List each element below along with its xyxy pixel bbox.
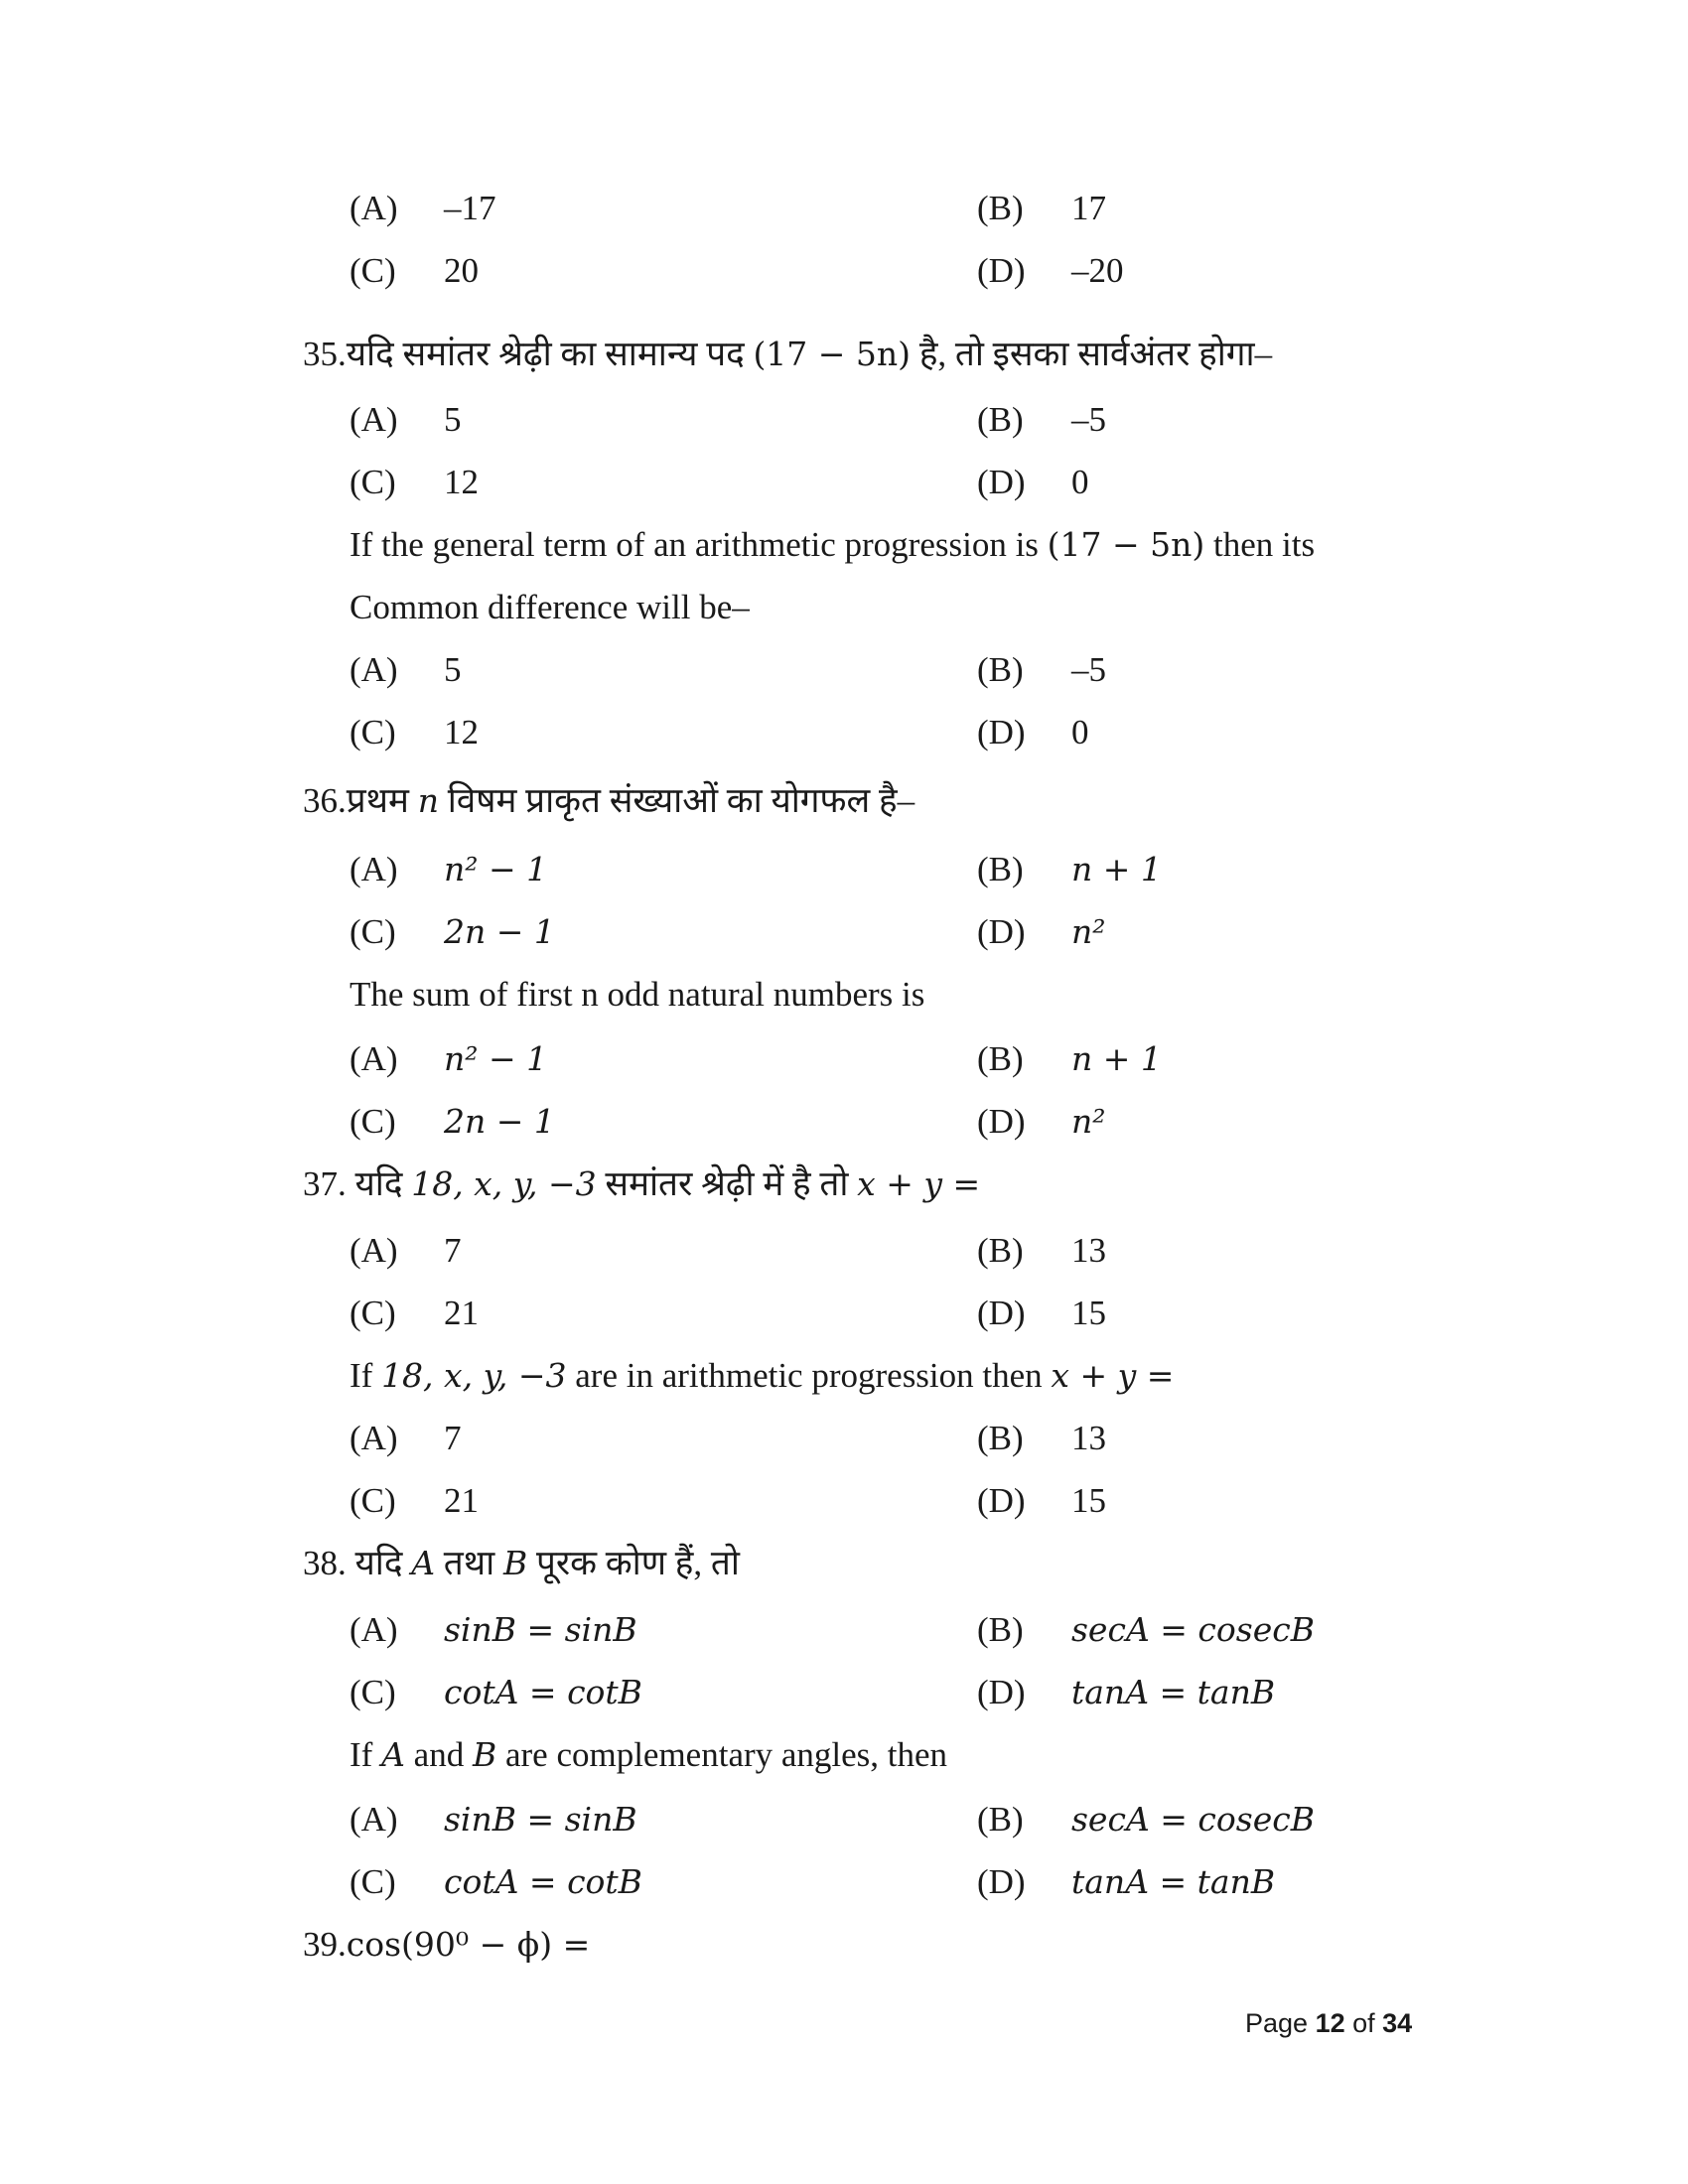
option-b: (B) secA = cosecB — [977, 1610, 1315, 1649]
option-c: (C) 21 — [350, 1481, 479, 1520]
option-row — [0, 1092, 1688, 1152]
option-row — [0, 1790, 1688, 1849]
option-row — [0, 1600, 1688, 1660]
option-d: (D) tanA = tanB — [977, 1862, 1276, 1901]
option-row — [0, 390, 1688, 450]
option-b: (B) n + 1 — [977, 850, 1162, 888]
option-c: (C) 2n − 1 — [350, 1102, 555, 1141]
question-37-hindi: 37. यदि 18, x, y, −3 समांतर श्रेढ़ी में है तो x + y = — [303, 1164, 981, 1203]
option-row — [0, 1471, 1688, 1531]
option-row — [0, 1284, 1688, 1343]
option-row — [0, 1409, 1688, 1468]
option-c: (C) 2n − 1 — [350, 912, 555, 951]
option-a: (A) 7 — [350, 1231, 462, 1270]
option-d: (D) 0 — [977, 463, 1089, 501]
option-a: (A) 7 — [350, 1419, 462, 1457]
option-a: (A) sinB = sinB — [350, 1800, 637, 1839]
option-a: (A) 5 — [350, 650, 462, 689]
option-b: (B) secA = cosecB — [977, 1800, 1315, 1839]
option-c: (C) 12 — [350, 713, 479, 751]
option-d: (D) n² — [977, 1102, 1106, 1141]
question-36-hindi: 36.प्रथम n विषम प्राकृत संख्याओं का योगफल है– — [303, 781, 915, 820]
option-a: (A) n² − 1 — [350, 850, 548, 888]
option-a: (A) –17 — [350, 189, 496, 227]
page-number: Page 12 of 34 — [1245, 2008, 1413, 2038]
option-row — [0, 1663, 1688, 1722]
option-row — [0, 1221, 1688, 1281]
option-row — [0, 241, 1688, 301]
question-37-english: If 18, x, y, −3 are in arithmetic progression then x + y = — [350, 1356, 1175, 1395]
option-a: (A) n² − 1 — [350, 1039, 548, 1078]
question-38-hindi: 38. यदि A तथा B पूरक कोण हैं, तो — [303, 1544, 740, 1582]
question-35-english-line2: Common difference will be– — [350, 588, 750, 626]
option-row — [0, 840, 1688, 899]
option-row — [0, 703, 1688, 762]
option-c: (C) 20 — [350, 251, 479, 290]
option-row — [0, 1029, 1688, 1089]
option-a: (A) sinB = sinB — [350, 1610, 637, 1649]
option-a: (A) 5 — [350, 400, 462, 439]
option-b: (B) –5 — [977, 400, 1106, 439]
option-row — [0, 179, 1688, 238]
option-b: (B) 17 — [977, 189, 1106, 227]
option-c: (C) 21 — [350, 1294, 479, 1332]
option-b: (B) 13 — [977, 1419, 1106, 1457]
question-35-english: If the general term of an arithmetic progression is (17 − 5n) then its — [350, 525, 1316, 564]
option-d: (D) –20 — [977, 251, 1124, 290]
option-c: (C) 12 — [350, 463, 479, 501]
option-b: (B) 13 — [977, 1231, 1106, 1270]
option-c: (C) cotA = cotB — [350, 1673, 642, 1711]
option-row — [0, 1852, 1688, 1912]
option-d: (D) n² — [977, 912, 1106, 951]
option-d: (D) 0 — [977, 713, 1089, 751]
question-35-hindi: 35.यदि समांतर श्रेढ़ी का सामान्य पद (17 − 5n) है, तो इसका सार्वअंतर होगा– — [303, 335, 1273, 373]
option-row — [0, 453, 1688, 512]
option-d: (D) tanA = tanB — [977, 1673, 1276, 1711]
option-row — [0, 902, 1688, 962]
option-b: (B) –5 — [977, 650, 1106, 689]
option-d: (D) 15 — [977, 1481, 1106, 1520]
question-39: 39.cos(90⁰ − ϕ) = — [303, 1925, 591, 1964]
option-b: (B) n + 1 — [977, 1039, 1162, 1078]
question-38-english: If A and B are complementary angles, then — [350, 1735, 948, 1774]
option-row — [0, 640, 1688, 700]
option-d: (D) 15 — [977, 1294, 1106, 1332]
question-36-english: The sum of first n odd natural numbers is — [350, 975, 925, 1014]
option-c: (C) cotA = cotB — [350, 1862, 642, 1901]
